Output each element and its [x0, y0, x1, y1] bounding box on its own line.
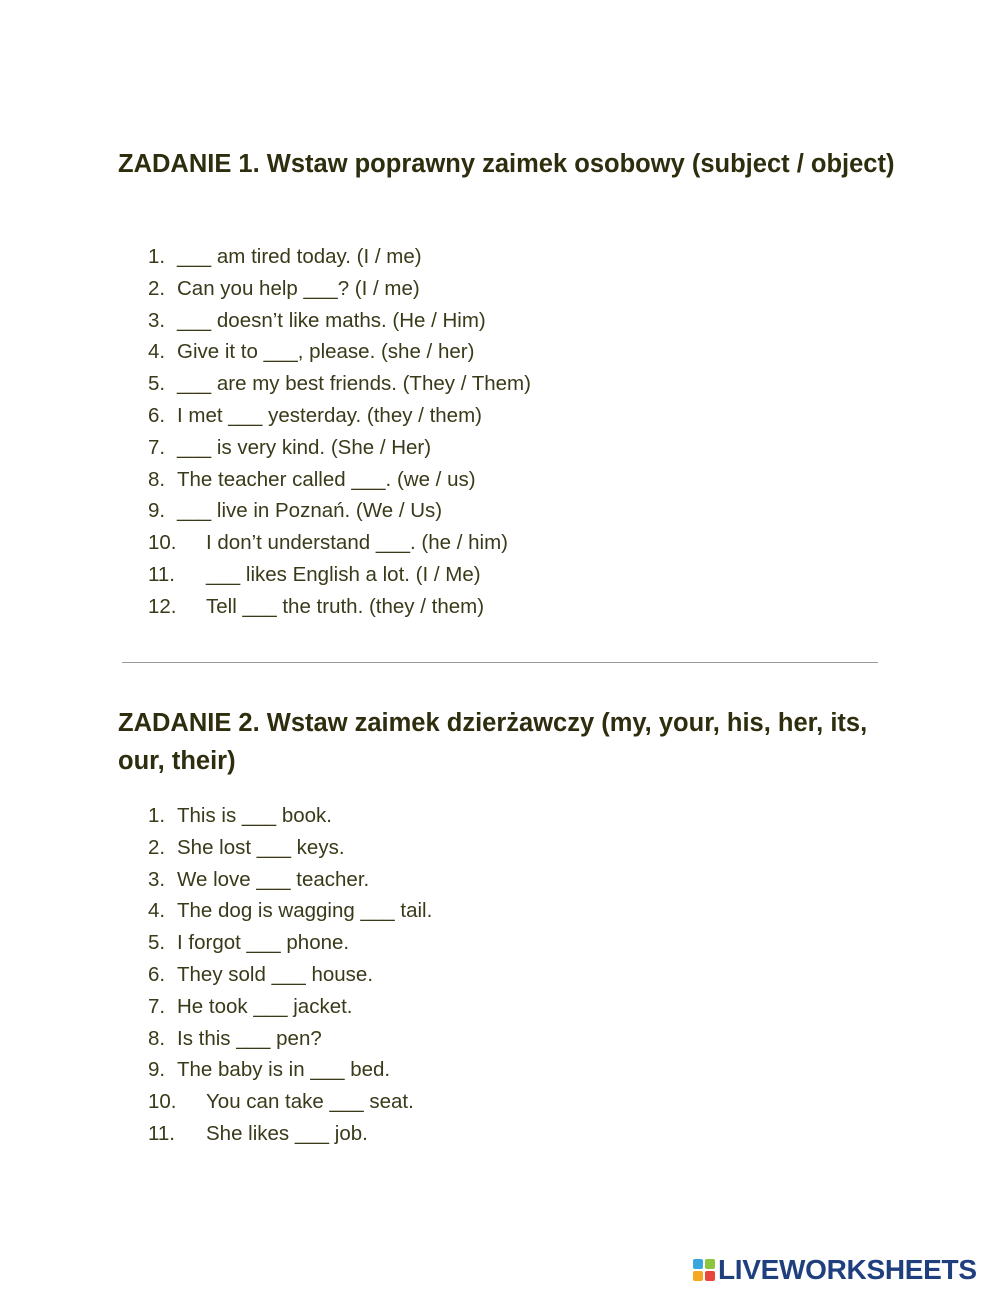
liveworksheets-logo: [693, 1254, 977, 1286]
list-item: [148, 241, 531, 273]
item-text: I forgot ___ phone.: [177, 931, 350, 955]
item-number: 4.: [148, 899, 166, 923]
section-divider: [122, 662, 878, 663]
item-number: 8.: [148, 1026, 166, 1050]
list-item: [148, 800, 432, 832]
list-item: [148, 1054, 432, 1086]
item-text: I don’t understand ___. (he / him): [206, 531, 508, 555]
item-number: 4.: [148, 340, 166, 364]
item-number: 3.: [148, 308, 166, 332]
item-text: They sold ___ house.: [177, 962, 374, 986]
item-number: 1.: [148, 804, 166, 827]
list-item: [148, 959, 432, 991]
item-number: 1.: [148, 245, 166, 268]
item-text: This is ___ book.: [177, 804, 332, 827]
item-text: The teacher called ___. (we / us): [177, 467, 476, 491]
liveworksheets-logo-icon: [693, 1259, 715, 1281]
list-item: [148, 591, 531, 623]
item-number: 7.: [148, 994, 166, 1018]
item-number: 2.: [148, 276, 166, 300]
section-2-exercise-list: [148, 800, 432, 1150]
item-text: ___ am tired today. (I / me): [177, 245, 422, 268]
item-text: Is this ___ pen?: [177, 1026, 322, 1050]
item-text: ___ doesn’t like maths. (He / Him): [177, 308, 486, 332]
list-item: [148, 273, 531, 305]
logo-tile-icon: [693, 1271, 703, 1281]
list-item: [148, 495, 531, 527]
list-item: [148, 1118, 432, 1150]
item-text: She lost ___ keys.: [177, 835, 345, 859]
logo-text: LIVEWORKSHEETS: [718, 1254, 977, 1285]
item-text: She likes ___ job.: [206, 1121, 368, 1145]
list-item: [148, 1086, 432, 1118]
item-number: 2.: [148, 835, 166, 859]
list-item: [148, 895, 432, 927]
item-text: You can take ___ seat.: [206, 1090, 414, 1114]
item-number: 9.: [148, 1058, 166, 1082]
section-2-title: ZADANIE 2. Wstaw zaimek dzierżawczy (my, your, his, her, its, our, their): [118, 709, 868, 775]
item-number: 8.: [148, 467, 166, 491]
item-number: 7.: [148, 435, 166, 459]
item-number: 6.: [148, 962, 166, 986]
item-text: Tell ___ the truth. (they / them): [206, 594, 485, 618]
item-number: 3.: [148, 867, 166, 891]
section-1-exercise-list: [148, 241, 531, 623]
list-item: [148, 559, 531, 591]
list-item: [148, 432, 531, 464]
item-text: ___ are my best friends. (They / Them): [177, 372, 531, 396]
logo-tile-icon: [705, 1271, 715, 1281]
item-text: He took ___ jacket.: [177, 994, 353, 1018]
section-1-title: ZADANIE 1. Wstaw poprawny zaimek osobowy (subject / object): [118, 150, 895, 178]
item-number: 12.: [148, 594, 177, 618]
item-number: 9.: [148, 499, 166, 523]
list-item: [148, 336, 531, 368]
item-text: Can you help ___? (I / me): [177, 276, 420, 300]
item-number: 10.: [148, 531, 177, 555]
item-number: 6.: [148, 403, 166, 427]
list-item: [148, 927, 432, 959]
item-number: 5.: [148, 372, 166, 396]
item-text: ___ likes English a lot. (I / Me): [206, 562, 481, 586]
logo-tile-icon: [693, 1259, 703, 1269]
item-text: I met ___ yesterday. (they / them): [177, 403, 482, 427]
item-number: 11.: [148, 562, 175, 586]
list-item: [148, 527, 531, 559]
list-item: [148, 1023, 432, 1055]
list-item: [148, 832, 432, 864]
logo-tile-icon: [705, 1259, 715, 1269]
list-item: [148, 464, 531, 496]
list-item: [148, 991, 432, 1023]
list-item: [148, 864, 432, 896]
item-text: ___ live in Poznań. (We / Us): [177, 499, 443, 523]
list-item: [148, 305, 531, 337]
item-number: 5.: [148, 931, 166, 955]
list-item: [148, 400, 531, 432]
item-text: The dog is wagging ___ tail.: [177, 899, 433, 923]
item-text: The baby is in ___ bed.: [177, 1058, 391, 1082]
item-text: ___ is very kind. (She / Her): [177, 435, 432, 459]
list-item: [148, 368, 531, 400]
item-text: Give it to ___, please. (she / her): [177, 340, 475, 364]
item-number: 10.: [148, 1090, 177, 1114]
item-text: We love ___ teacher.: [177, 867, 370, 891]
item-number: 11.: [148, 1121, 175, 1145]
